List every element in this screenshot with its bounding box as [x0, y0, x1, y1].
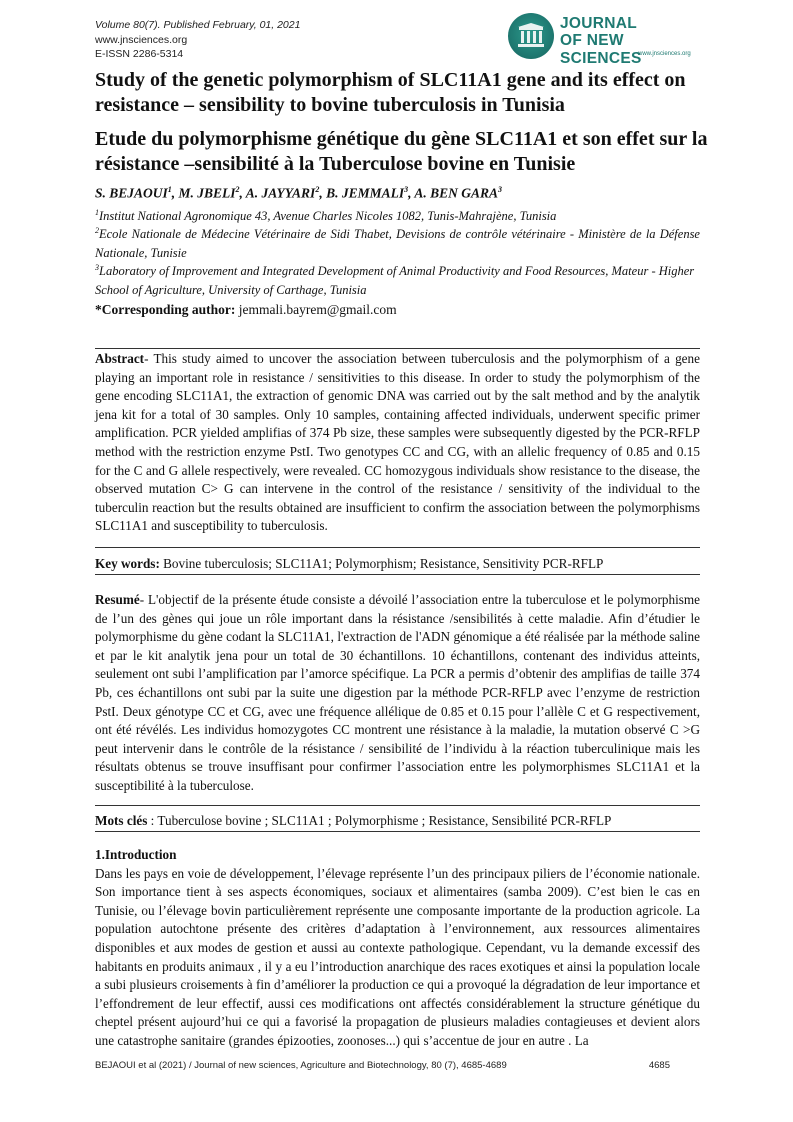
logo-url: www.jnsciences.org [638, 51, 691, 57]
logo-emblem-icon [508, 13, 554, 59]
page-footer [95, 1060, 700, 1071]
journal-meta [95, 18, 300, 62]
author: A. JAYYARI [245, 185, 316, 201]
author: M. JBELI [178, 185, 236, 201]
mots-cles-block [95, 812, 700, 831]
keywords-block [95, 555, 700, 574]
mots-cles-label: Mots clés [95, 813, 148, 828]
author: A. BEN GARA [414, 185, 499, 201]
logo-text-journal: JOURNAL [560, 15, 638, 32]
divider [95, 805, 700, 806]
corresponding-label: *Corresponding author: [95, 302, 236, 317]
issn-line: E-ISSN 2286-5314 [95, 48, 184, 60]
volume-line: Volume 80(7). Published February, 01, 2021 [95, 19, 301, 31]
introduction-section [95, 846, 700, 1051]
divider [95, 348, 700, 349]
divider [95, 574, 700, 575]
introduction-text: Dans les pays en voie de développement, l’élevage représente l’un des principaux piliers de l’économie nationale. Son importance tient à ses aspects économiques, sociaux et alimentaires (samba 2009). C’est bien le cas en Tunisie, ou l’élevage bovin particulièrement représente une composante importante de la production agricole. La population autochtone présente des critères d’adaptation à l’environnement, aux ressources alimentaires disponibles et aux modes de gestion et aussi au contexte pathologique. Cependant, vu la demande excessif des habitants en produits animaux , il y a eu l’introduction anarchique des races exotiques et ainsi la population locale a subi plusieurs croisements à fin d’améliorer la production ce qui a provoqué la dégradation de leur importance et l’effondrement de leur effectif, aussi ces modifications ont affectés considérablement la structure génétique du cheptel présent aujourd’hui ce qui a favorisé la propagation de plusieurs maladies contagieuses et devient alors une catastrophe sanitaire (grandes épizooties, zoonoses...) qui s’accentue de jour en autre . La [95, 865, 700, 1048]
resume-block [95, 591, 700, 796]
keywords-label: Key words: [95, 556, 160, 571]
abstract-label: Abstract [95, 351, 145, 366]
author: S. BEJAOUI [95, 185, 168, 201]
affiliation-1: $^1$Institut National Agronomique 43, Avenue Charles Nicoles 1082, Tunis-Mahrajène, Tunisia [95, 208, 557, 224]
title-french: Etude du polymorphisme génétique du gène SLC11A1 et son effet sur la résistance –sensibilité à la Tuberculose bovine en Tunisie [95, 128, 708, 175]
affiliation-2: $^2$Ecole Nationale de Médecine Vétérinaire de Sidi Thabet, Devisions de contrôle vétérinaire - Ministère de la Défense Nationale, Tunisie [95, 226, 700, 260]
author: B. JEMMALI [326, 185, 405, 201]
title-english: Study of the genetic polymorphism of SLC11A1 gene and its effect on resistance – sensibility to bovine tuberculosis in Tunisia [95, 69, 686, 116]
mots-cles-text: : Tuberculose bovine ; SLC11A1 ; Polymorphisme ; Resistance, Sensibilité PCR-RFLP [147, 813, 612, 828]
author-list: S. BEJAOUI$^1$, M. JBELI$^2$, A. JAYYARI$^2$, B. JEMMALI$^3$, A. BEN GARA$^3$ [95, 185, 503, 201]
resume-label: Resumé [95, 592, 140, 607]
resume-text: - L'objectif de la présente étude consiste a dévoilé l’association entre la tuberculose et le polymorphisme de l’un des gènes qui joue un rôle important dans la résistance /sensibilités à cette maladie. Afin d’étudier le polymorphisme du gène codant la SLC11A1, l'extraction de l'ADN génomique a été réalisée par la méthode saline et par le kit analytik jena pour un total de 30 échantillons. 10 échantillons, contenant des individus atteints, seulement ont subi l’amplification par l’amorce spécifique. La PCR a permis d’obtenir des amplifias de taille 374 Pb, ces échantillons ont subi par la suite une digestion par la méthode PCR-RFLP avec l’enzyme de restriction PstI. Deux génotype CC et CG, avec une fréquence allélique de 0.85 et 0.15 pour l’allèle C et G respectivement, ont été révélés. Les individus homozygotes CC montrent une résistance à la maladie, la mutation observé C >G peut intervenir dans le contrôle de la résistance / sensibilité de l’individu à la réaction tuberculinique mais les résultats obtenus se trouve insuffisant pour confirmer l’association entre les polymorphismes SLC11A1 et la susceptibilité à la tuberculose. [95, 592, 700, 793]
corresponding-author [95, 302, 397, 318]
affiliation-3: $^3$Laboratory of Improvement and Integrated Development of Animal Productivity and Food Resources, Mateur - Higher School of Agriculture, University of Carthage, Tunisia [95, 263, 695, 297]
divider [95, 547, 700, 548]
logo-text-new-sciences: OF NEW SCIENCES [560, 32, 642, 67]
journal-logo [508, 13, 703, 67]
keywords-text: Bovine tuberculosis; SLC11A1; Polymorphism; Resistance, Sensitivity PCR-RFLP [159, 556, 604, 571]
introduction-heading: 1.Introduction [95, 847, 177, 862]
page-number: 4685 [648, 1060, 670, 1071]
website-line[interactable]: www.jnsciences.org [95, 33, 188, 46]
divider [95, 831, 700, 832]
corresponding-email[interactable]: jemmali.bayrem@gmail.com [238, 302, 397, 317]
abstract-text: - This study aimed to uncover the association between tuberculosis and the polymorphism of a gene playing an important role in resistance / sensitivities to this disease. In order to study the polymorphism of the gene encoding SLC11A1, the extraction of genomic DNA was carried out by the salt method and by the analytik jena kit for a total of 30 samples. Only 10 samples, containing affected individuals, underwent specific primer amplification. PCR yielded amplifias of 374 Pb size, these samples were subsequently digested by the PCR-RFLP method with the restriction enzyme PstI. Two genotypes CC and CG, with an allelic frequency of 0.85 and 0.15 for the C and G allele respectively, were revealed. CC homozygous individuals show resistance to the disease, the observed mutation C> G can intervene in the control of the resistance / sensitivity of the individual to the tuberculin reaction but the results obtained are insufficient to confirm the association between the polymorphisms SLC11A1 and susceptibility to tuberculosis. [95, 351, 700, 534]
footer-citation: BEJAOUI et al (2021) / Journal of new sciences, Agriculture and Biotechnology, 80 (7), 4685-4689 [95, 1060, 507, 1071]
abstract-block [95, 350, 700, 536]
